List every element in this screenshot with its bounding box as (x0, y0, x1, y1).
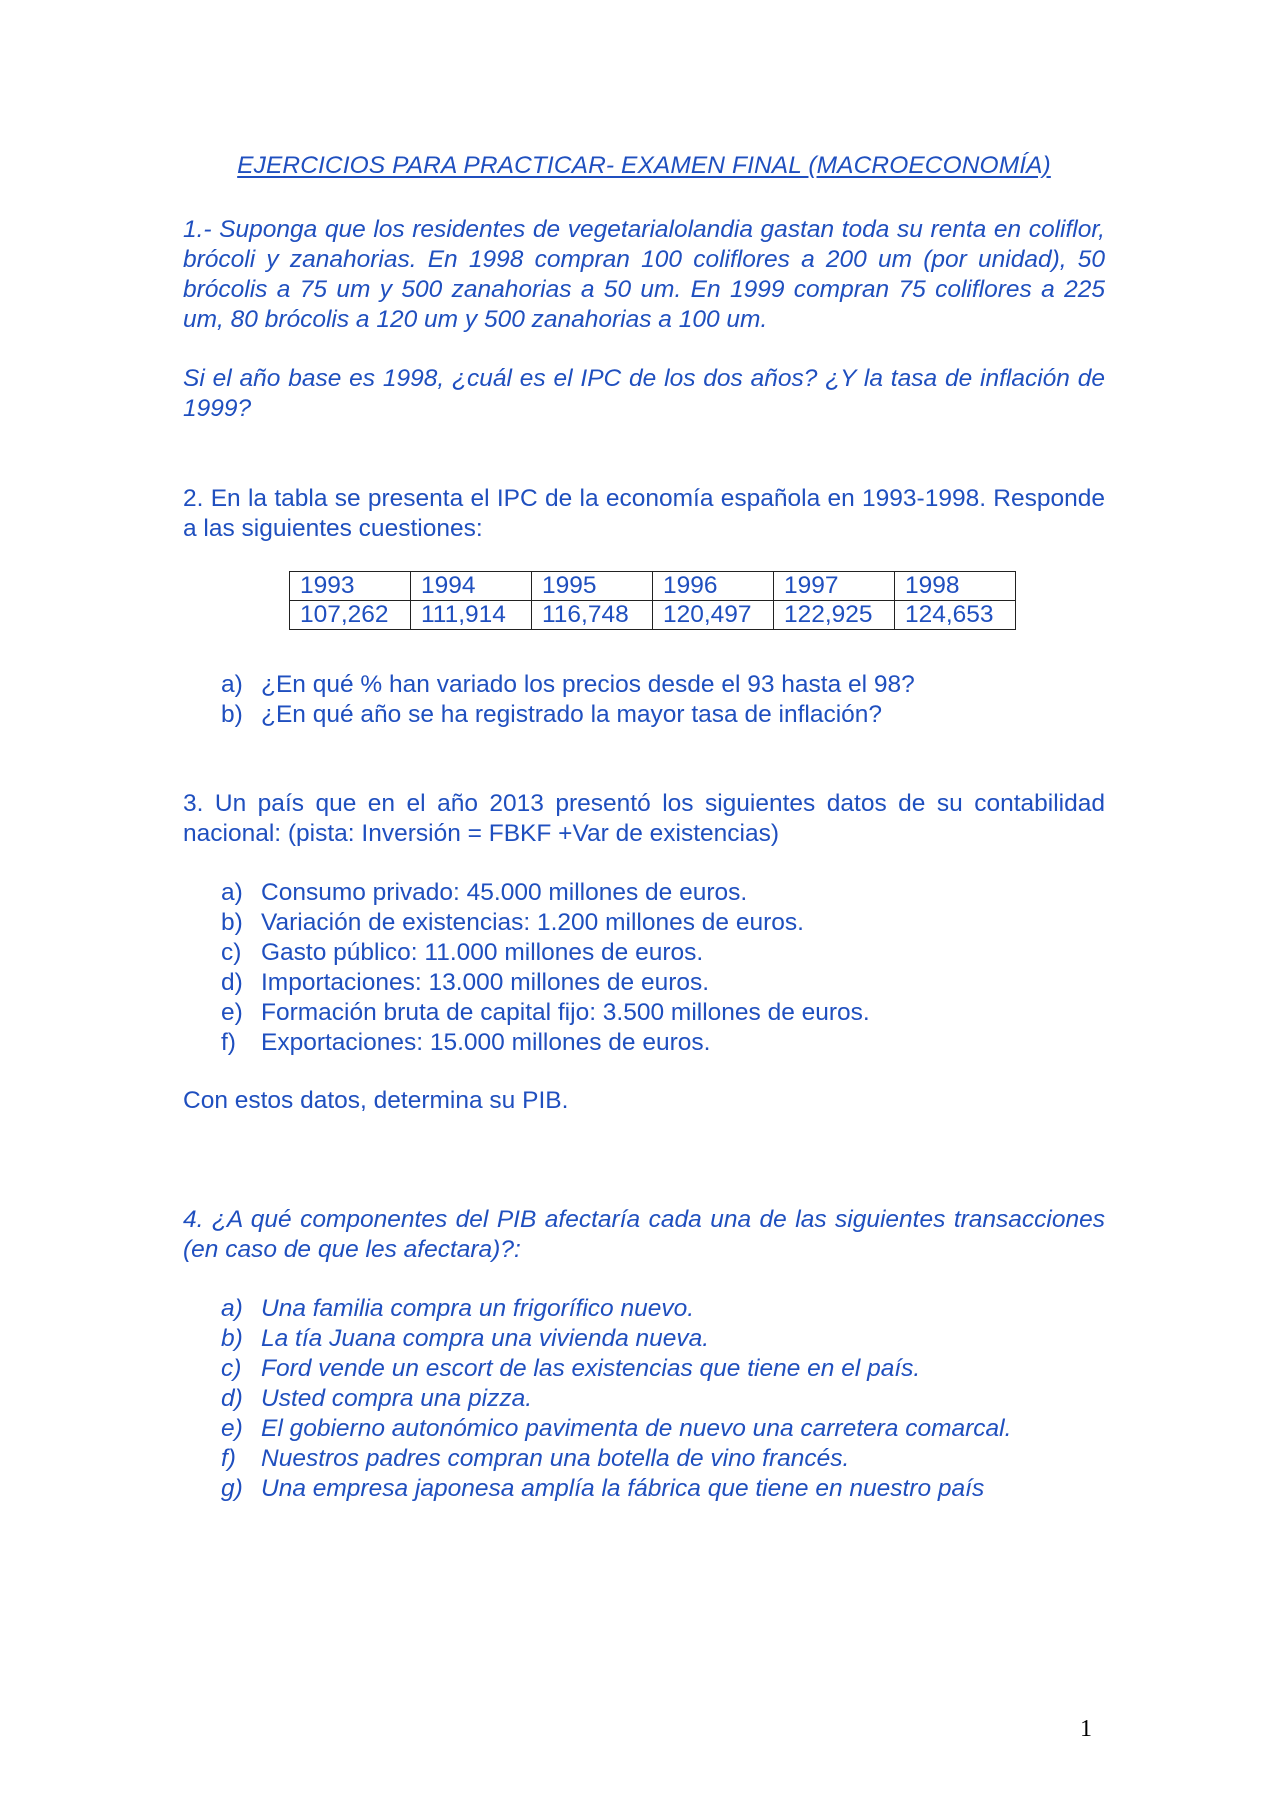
list-item (221, 908, 1105, 938)
list-marker: a) (221, 879, 243, 906)
table-cell-value: 116,748 (532, 601, 653, 630)
list-marker: f) (221, 1029, 236, 1056)
list-item (221, 1028, 1105, 1058)
list-item-text: Formación bruta de capital fijo: 3.500 millones de euros. (261, 999, 870, 1026)
table-cell-value: 107,262 (290, 601, 411, 630)
ipc-table-values-row (290, 601, 1016, 630)
list-marker: d) (221, 1385, 243, 1412)
list-item-text: Ford vende un escort de las existencias que tiene en el país. (261, 1355, 921, 1382)
table-cell-year: 1995 (532, 572, 653, 601)
exercise-3-items (221, 878, 1105, 1058)
list-item-text: Importaciones: 13.000 millones de euros. (261, 969, 710, 996)
page-title: EJERCICIOS PARA PRACTICAR- EXAMEN FINAL (MACROECONOMÍA) (237, 152, 1051, 179)
list-item-text: Consumo privado: 45.000 millones de euros. (261, 879, 748, 906)
list-item-text: Una familia compra un frigorífico nuevo. (261, 1295, 695, 1322)
list-item (221, 1324, 1105, 1354)
list-marker: b) (221, 701, 243, 728)
exercise-4-statement: 4. ¿A qué componentes del PIB afectaría cada una de las siguientes transacciones (en caso de que les afectara)?: (183, 1206, 1105, 1263)
table-cell-value: 111,914 (411, 601, 532, 630)
list-marker: b) (221, 909, 243, 936)
ipc-table-years-row (290, 572, 1016, 601)
list-marker: f) (221, 1445, 236, 1472)
table-cell-year: 1996 (653, 572, 774, 601)
exercise-4-items (221, 1294, 1105, 1504)
list-item (221, 1414, 1105, 1444)
exercise-1-statement: 1.- Suponga que los residentes de vegetarialolandia gastan toda su renta en coliflor, brócoli y zanahorias. En 1998 compran 100 coliflores a 200 um (por unidad), 50 brócolis a 75 um y 500 zanahorias a 50 um. En 1999 compran 75 coliflores a 225 um, 80 brócolis a 120 um y 500 zanahorias a 100 um. (183, 216, 1105, 333)
list-item (221, 938, 1105, 968)
list-item (221, 968, 1105, 998)
list-marker: e) (221, 999, 243, 1026)
list-item-text: La tía Juana compra una vivienda nueva. (261, 1325, 710, 1352)
exercise-3-statement: 3. Un país que en el año 2013 presentó los siguientes datos de su contabilidad nacional: (pista: Inversión = FBKF +Var de existencias) (183, 790, 1105, 847)
list-item (221, 878, 1105, 908)
list-item-text: Una empresa japonesa amplía la fábrica que tiene en nuestro país (261, 1475, 985, 1502)
list-item-text: El gobierno autonómico pavimenta de nuevo una carretera comarcal. (261, 1415, 1012, 1442)
table-cell-year: 1997 (774, 572, 895, 601)
list-item (221, 700, 1105, 730)
exercise-3-question: Con estos datos, determina su PIB. (183, 1087, 569, 1114)
list-marker: a) (221, 671, 243, 698)
ipc-table (289, 571, 1016, 630)
table-cell-year: 1994 (411, 572, 532, 601)
list-item-text: Variación de existencias: 1.200 millones de euros. (261, 909, 804, 936)
list-marker: e) (221, 1415, 243, 1442)
table-cell-value: 124,653 (895, 601, 1016, 630)
table-cell-value: 120,497 (653, 601, 774, 630)
list-marker: a) (221, 1295, 243, 1322)
table-cell-value: 122,925 (774, 601, 895, 630)
list-marker: d) (221, 969, 243, 996)
list-item (221, 670, 1105, 700)
list-marker: c) (221, 939, 242, 966)
table-cell-year: 1998 (895, 572, 1016, 601)
list-marker: g) (221, 1475, 243, 1502)
list-item-text: Exportaciones: 15.000 millones de euros. (261, 1029, 711, 1056)
list-item-text: Nuestros padres compran una botella de vino francés. (261, 1445, 850, 1472)
exercise-2-statement: 2. En la tabla se presenta el IPC de la economía española en 1993-1998. Responde a las siguientes cuestiones: (183, 485, 1105, 542)
list-item (221, 1384, 1105, 1414)
list-item (221, 1444, 1105, 1474)
page-number: 1 (1080, 1716, 1092, 1742)
list-marker: b) (221, 1325, 243, 1352)
list-item-text: Gasto público: 11.000 millones de euros. (261, 939, 704, 966)
list-item-text: Usted compra una pizza. (261, 1385, 532, 1412)
list-item-text: ¿En qué año se ha registrado la mayor tasa de inflación? (261, 701, 883, 728)
list-item (221, 1294, 1105, 1324)
exercise-1-question: Si el año base es 1998, ¿cuál es el IPC de los dos años? ¿Y la tasa de inflación de 1999? (183, 365, 1105, 422)
list-item-text: ¿En qué % han variado los precios desde el 93 hasta el 98? (261, 671, 915, 698)
list-item (221, 1474, 1105, 1504)
list-marker: c) (221, 1355, 242, 1382)
table-cell-year: 1993 (290, 572, 411, 601)
exercise-2-questions (221, 670, 1105, 730)
list-item (221, 998, 1105, 1028)
list-item (221, 1354, 1105, 1384)
